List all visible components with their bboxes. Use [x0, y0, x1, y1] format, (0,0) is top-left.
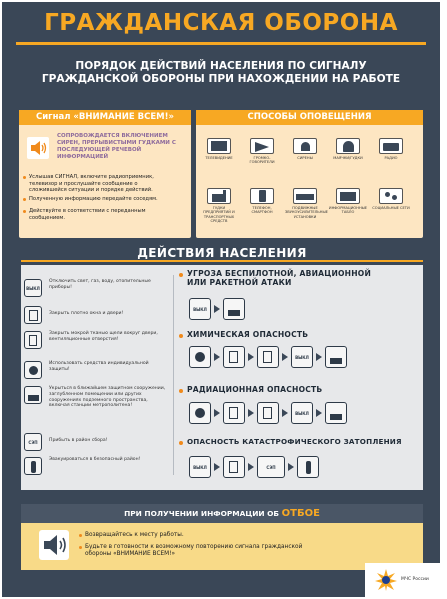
arrow-icon: [288, 463, 294, 471]
notify-item-mobile-speaker: [285, 188, 328, 219]
tv-icon: [207, 138, 231, 154]
hazard-chemical-gas-mask-icon: [189, 346, 211, 368]
notify-item-factory-horn: [199, 188, 239, 224]
notify-label: ПОДВИЖНЫЕ ЗВУКОУСИЛИТЕЛЬНЫЕ УСТАНОВКИ: [285, 206, 328, 219]
action-seal-gaps: [24, 331, 174, 353]
actions-panel: [21, 243, 423, 490]
notify-item-tv: [199, 138, 239, 160]
action-evacuate: [24, 457, 174, 479]
arrow-icon: [214, 409, 220, 417]
signal-bullet-1: Услышав СИГНАЛ, включите радиоприемник, телевизор и прослушайте сообщение о сложившейся ситуации и порядке действий.: [29, 174, 169, 194]
action-gas-mask: [24, 361, 174, 383]
notify-item-phone: [242, 188, 282, 215]
hazard-attack-power-off-icon: ВЫКЛ: [189, 298, 211, 320]
all-clear-title-word: ОТБОЕ: [281, 508, 320, 519]
notify-item-loudspeaker: [242, 138, 282, 165]
notify-label: ГРОМКО-ГОВОРИТЕЛИ: [249, 156, 275, 165]
all-clear-panel: [21, 504, 423, 570]
arrow-icon: [282, 353, 288, 361]
notify-label: СОЦИАЛЬНЫЕ СЕТИ: [372, 206, 410, 210]
arrow-icon: [248, 463, 254, 471]
hazard-radiation-shelter-icon: [325, 402, 347, 424]
all-clear-bullet-1: Возвращайтесь к месту работы.: [85, 532, 355, 539]
hazard-attack-line-2: ИЛИ РАКЕТНОЙ АТАКИ: [187, 278, 292, 287]
hazard-chemical-close-windows-icon: [223, 346, 245, 368]
action-text: Закрыть плотно окна и двери!: [49, 311, 124, 316]
footer-logo-text: МЧС России: [401, 577, 429, 582]
hazard-bullet: [179, 334, 183, 338]
all-clear-title: [21, 504, 423, 523]
notify-label: ГУДКИ ПРЕДПРИЯТИЙ И ТРАНСПОРТНЫХ СРЕДСТВ: [203, 206, 235, 224]
hazard-radiation-title: РАДИАЦИОННАЯ ОПАСНОСТЬ: [187, 385, 323, 394]
hazard-attack-title: [187, 269, 417, 287]
footer-stripe: [2, 580, 374, 590]
shelter-icon: [24, 386, 42, 404]
hazard-flood-close-windows-icon: [223, 456, 245, 478]
arrow-icon: [282, 409, 288, 417]
all-clear-bullet-2: Будьте в готовности к возможному повторению сигнала гражданской обороны «ВНИМАНИЕ ВСЕМ!»: [85, 544, 315, 559]
power-off-icon: ВЫКЛ: [24, 279, 42, 297]
action-text: Закрыть мокрой тканью щели вокруг двери, вентиляционные отверстия!: [49, 331, 158, 342]
all-clear-title-prefix: ПРИ ПОЛУЧЕНИИ ИНФОРМАЦИИ ОБ: [124, 509, 280, 518]
hazard-chemical-shelter-icon: [325, 346, 347, 368]
hazard-bullet: [179, 273, 183, 277]
loudspeaker-icon: [250, 138, 274, 154]
arrow-icon: [214, 305, 220, 313]
assembly-point-icon: СЭП: [24, 433, 42, 451]
action-text: Укрыться в ближайшем защитном сооружении, заглубленном помещении или других сооружениях подземного пространства, включая станции метрополитена!: [49, 386, 166, 409]
close-windows-icon: [24, 306, 42, 324]
radio-icon: [379, 138, 403, 154]
emercom-emblem-icon: [374, 568, 398, 592]
arrow-icon: [248, 409, 254, 417]
info-board-icon: [336, 188, 360, 204]
notify-item-social: [371, 188, 411, 210]
notify-label: СИРЕНЫ: [297, 156, 313, 160]
notification-title: СПОСОБЫ ОПОВЕЩЕНИЯ: [196, 110, 423, 125]
hazard-chemical-title: ХИМИЧЕСКАЯ ОПАСНОСТЬ: [187, 330, 309, 339]
speaker-icon: [27, 137, 49, 159]
actions-title: ДЕЙСТВИЯ НАСЕЛЕНИЯ: [137, 246, 307, 260]
action-text: Использовать средства индивидуальной защиты!: [49, 361, 149, 372]
evacuate-icon: [24, 457, 42, 475]
notify-item-beacon: [328, 138, 368, 160]
column-divider: [173, 275, 174, 475]
notify-item-siren: [285, 138, 325, 160]
action-text: Эвакуироваться в безопасный район!: [49, 457, 141, 462]
action-assembly-point: [24, 433, 174, 455]
notify-label: ТЕЛЕВИДЕНИЕ: [205, 156, 233, 160]
subtitle-line-1: ПОРЯДОК ДЕЙСТВИЙ НАСЕЛЕНИЯ ПО СИГНАЛУ: [75, 60, 367, 72]
title-divider: [16, 42, 426, 45]
notify-item-info-board: [328, 188, 368, 215]
seal-gaps-icon: [24, 331, 42, 349]
signal-card: [19, 110, 191, 238]
hazard-radiation-gas-mask-icon: [189, 402, 211, 424]
notify-item-radio: [371, 138, 411, 160]
hazard-bullet: [179, 441, 183, 445]
notify-label: МАЯЧКИ/ГУДКИ: [333, 156, 363, 160]
siren-icon: [293, 138, 317, 154]
hazard-chemical-power-off-icon: ВЫКЛ: [291, 346, 313, 368]
hazard-flood-title: ОПАСНОСТЬ КАТАСТРОФИЧЕСКОГО ЗАТОПЛЕНИЯ: [187, 437, 402, 446]
hazard-chemical-seal-gaps-icon: [257, 346, 279, 368]
action-text: Отключить свет, газ, воду, отопительные приборы!: [49, 279, 151, 290]
arrow-icon: [214, 463, 220, 471]
action-text: Прибыть в район сбора!: [49, 438, 108, 443]
action-power-off: [24, 279, 174, 301]
actions-header: [21, 243, 423, 265]
factory-horn-icon: [207, 188, 231, 204]
signal-description: СОПРОВОЖДАЕТСЯ ВКЛЮЧЕНИЕМ СИРЕН, ПРЕРЫВИСТЫМИ ГУДКАМИ С ПОСЛЕДУЮЩЕЙ РЕЧЕВОЙ ИНФОРМАЦИЕЙ: [57, 133, 176, 160]
hazard-attack-line-1: УГРОЗА БЕСПИЛОТНОЙ, АВИАЦИОННОЙ: [187, 269, 372, 278]
signal-title: Сигнал «ВНИМАНИЕ ВСЕМ!»: [19, 110, 191, 125]
hazard-radiation-seal-gaps-icon: [257, 402, 279, 424]
hazard-radiation-power-off-icon: ВЫКЛ: [291, 402, 313, 424]
action-shelter: [24, 386, 174, 426]
speaker-icon: [39, 530, 69, 560]
notify-label: ИНФОРМАЦИОННЫЕ ТАБЛО: [328, 206, 368, 215]
hazard-radiation-close-windows-icon: [223, 402, 245, 424]
hazard-flood-evacuate-icon: [297, 456, 319, 478]
hazard-flood-assembly-point-icon: СЭП: [257, 456, 285, 478]
arrow-icon: [316, 353, 322, 361]
action-close-windows: [24, 306, 174, 328]
subtitle-line-2: ГРАЖДАНСКОЙ ОБОРОНЫ ПРИ НАХОЖДЕНИИ НА РАБОТЕ: [41, 73, 401, 85]
signal-bullet-3: Действуйте в соответствии с переданным сообщением.: [29, 208, 169, 221]
hazard-attack-shelter-icon: [223, 298, 245, 320]
notify-label: РАДИО: [384, 156, 398, 160]
poster-subtitle: [2, 60, 440, 86]
hazard-flood-power-off-icon: ВЫКЛ: [189, 456, 211, 478]
arrow-icon: [316, 409, 322, 417]
gas-mask-icon: [24, 361, 42, 379]
poster: [2, 2, 440, 597]
arrow-icon: [214, 353, 220, 361]
social-network-icon: [379, 188, 403, 204]
actions-divider: [21, 260, 423, 262]
phone-icon: [250, 188, 274, 204]
mobile-speaker-icon: [293, 188, 317, 204]
arrow-icon: [248, 353, 254, 361]
hazard-bullet: [179, 389, 183, 393]
beacon-icon: [336, 138, 360, 154]
poster-title: ГРАЖДАНСКАЯ ОБОРОНА: [44, 10, 398, 36]
footer-logo-area: [365, 563, 440, 597]
notify-label: ТЕЛЕФОН, СМАРТФОН: [251, 206, 273, 215]
notification-card: [196, 110, 423, 238]
signal-bullet-2: Полученную информацию передайте соседям.: [29, 196, 169, 203]
